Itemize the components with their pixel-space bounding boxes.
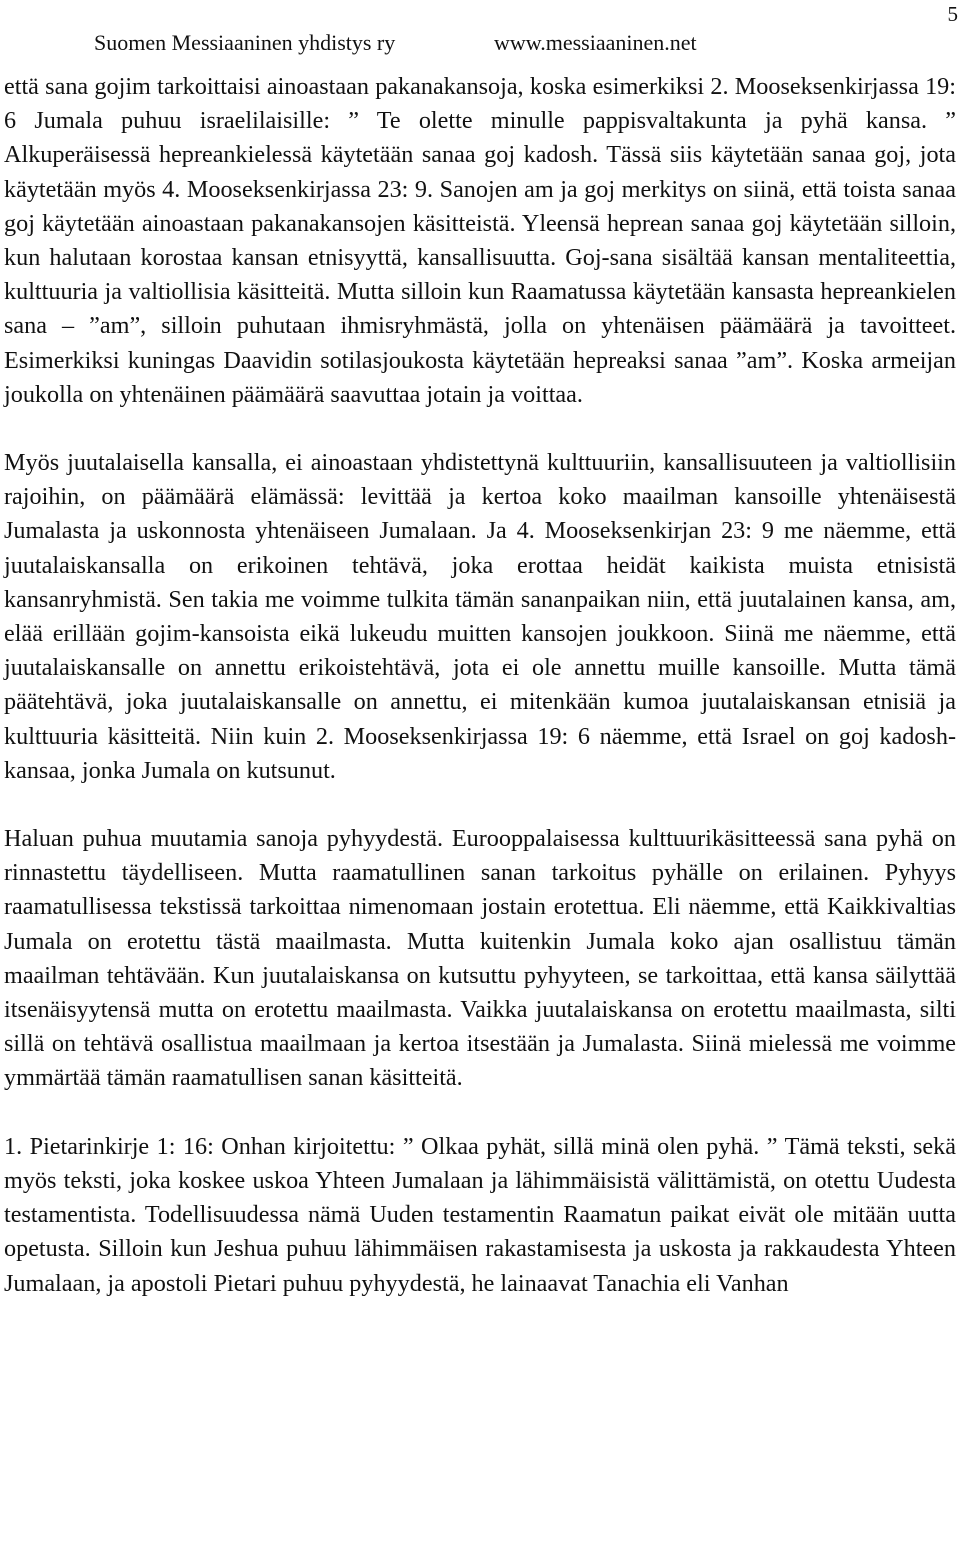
header-organization: Suomen Messiaaninen yhdistys ry <box>94 30 396 55</box>
document-body <box>4 70 956 1301</box>
paragraph: Myös juutalaisella kansalla, ei ainoastaan yhdistettynä kulttuuriin, kansallisuuteen ja valtiollisiin rajoihin, on päämäärä elämässä: levittää ja kertoa koko maailman kansoille yhtenäisestä Jumalasta ja uskonnosta yhtenäiseen Jumalaan. Ja 4. Mooseksenkirjan 23: 9 me näemme, että juutalaiskansalla on erikoinen tehtävä, joka erottaa heidät kaikista muista etnisistä kansanryhmistä. Sen takia me voimme tulkita tämän sananpaikan niin, että juutalainen kansa, am, elää erillään gojim-kansoista eikä lukeudu muitten kansojen joukkoon. Siinä me näemme, että juutalaiskansalle on annettu erikoistehtävä, jota ei ole annettu muille kansoille. Mutta tämä päätehtävä, joka juutalaiskansalle on annettu, ei mitenkään kumoa juutalaiskansan etnisiä ja kulttuuria käsitteitä. Niin kuin 2. Mooseksenkirjassa 19: 6 näemme, että Israel on goj kadosh-kansaa, jonka Jumala on kutsunut. <box>4 449 956 784</box>
paragraph: Haluan puhua muutamia sanoja pyhyydestä. Eurooppalaisessa kulttuurikäsitteessä sana pyhä on rinnastettu täydelliseen. Mutta raamatullinen sanan tarkoitus pyhälle on erilainen. Pyhyys raamatullisessa tekstissä tarkoittaa nimenomaan jostain erotettua. Eli näemme, että Kaikkivaltias Jumala on erotettu tästä maailmasta. Mutta kuitenkin Jumala koko ajan osallistuu tämän maailman tehtävään. Kun juutalaiskansa on kutsuttu pyhyyteen, se tarkoittaa, että kansa säilyttää itsenäisyytensä mutta on erotettu maailmasta. Vaikka juutalaiskansa on erotettu maailmasta, silti sillä on tehtävä osallistua maailmaan ja kertoa itsestään ja Jumalasta. Siinä mielessä me voimme ymmärtää tämän raamatullisen sanan käsitteitä. <box>4 825 956 1092</box>
paragraph: että sana gojim tarkoittaisi ainoastaan pakanakansoja, koska esimerkiksi 2. Mooseksenkirjassa 19: 6 Jumala puhuu israelilaisille: ” Te olette minulle pappisvaltakunta ja pyhä kansa. ” Alkuperäisessä hepreankielessä käytetään sanaa goj kadosh. Tässä siis käytetään sanaa goj, jota käytetään myös 4. Mooseksenkirjassa 23: 9. Sanojen am ja goj merkitys on siinä, että toista sanaa goj käytetään ainoastaan pakanakansojen käsitteistä. Yleensä heprean sanaa goj käytetään silloin, kun halutaan korostaa kansan etnisyyttä, kansallisuutta. Goj-sana sisältää kansan mentaliteettia, kulttuuria ja valtiollisia käsitteitä. Mutta silloin kun Raamatussa käytetään kansasta hepreankielen sana – ”am”, silloin puhutaan ihmisryhmästä, jolla on yhtenäisen päämäärä ja tavoitteet. Esimerkiksi kuningas Daavidin sotilasjoukosta käytetään hepreaksi sanaa ”am”. Koska armeijan joukolla on yhtenäinen päämäärä saavuttaa jotain ja voittaa. <box>4 73 956 408</box>
page-header <box>94 26 960 60</box>
paragraph: 1. Pietarinkirje 1: 16: Onhan kirjoitettu: ” Olkaa pyhät, sillä minä olen pyhä. ” Tämä teksti, sekä myös teksti, joka koskee uskoa Yhteen Jumalaan ja lähimmäisistä välittämistä, on otettu Uudesta testamentista. Todellisuudessa nämä Uuden testamentin Raamatun paikat eivät ole mitään uutta opetusta. Silloin kun Jeshua puhuu lähimmäisen rakastamisesta ja uskosta ja rakkaudesta Yhteen Jumalaan, ja apostoli Pietari puhuu pyhyydestä, he lainaavat Tanachia eli Vanhan <box>4 1132 956 1297</box>
page-number: 5 <box>947 2 958 26</box>
header-url[interactable]: www.messiaaninen.net <box>494 30 697 55</box>
